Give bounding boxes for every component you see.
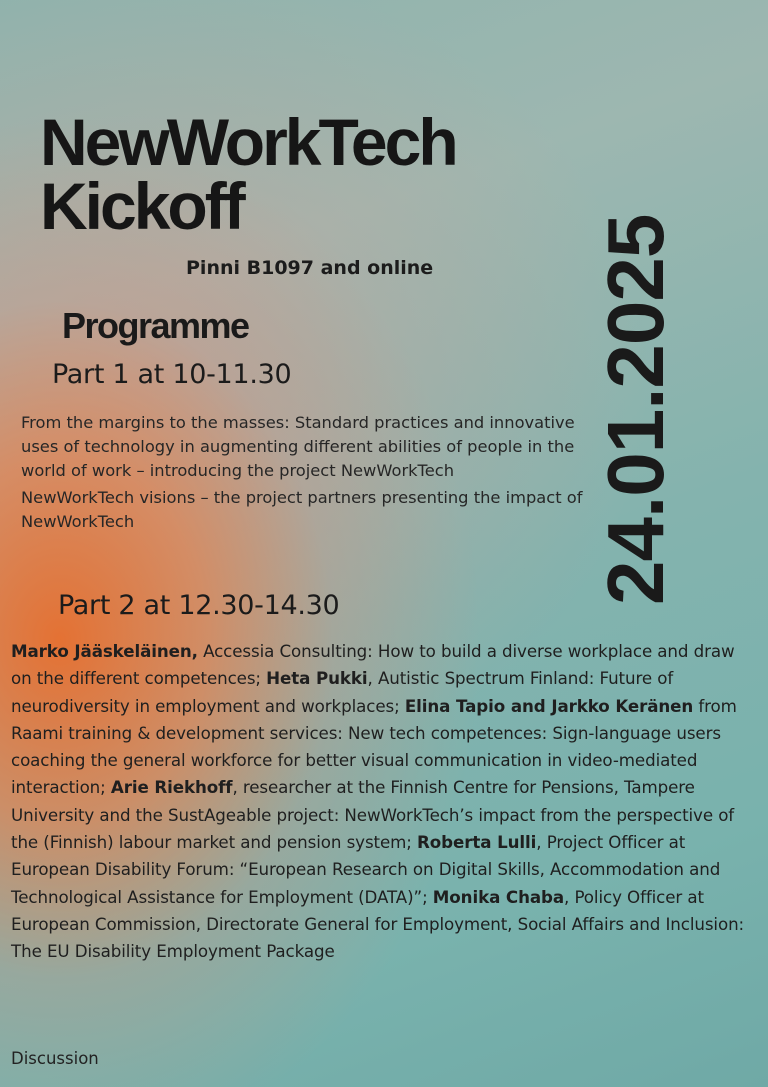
- speaker-name: Marko Jääskeläinen,: [11, 641, 198, 661]
- event-title: [40, 105, 456, 243]
- speaker-talk: from Raami training & development services: New tech competences: Sign-language users coaching the general workforce for better visual communication in video-mediated interaction;: [11, 695, 737, 798]
- part-1-items: [21, 411, 591, 537]
- event-title-line-2: Kickoff: [40, 169, 243, 243]
- part-2-heading: Part 2 at 12.30-14.30: [58, 590, 340, 621]
- event-title-line-1: NewWorkTech: [40, 105, 456, 179]
- speaker-name: Arie Riekhoff: [110, 777, 233, 798]
- speaker-name: Roberta Lulli: [417, 832, 537, 853]
- speaker-talk: Accessia Consulting: How to build a diverse workplace and draw on the different competences;: [11, 641, 735, 689]
- part-1-heading: Part 1 at 10-11.30: [52, 359, 292, 390]
- part-1-item-2: NewWorkTech visions – the project partners presenting the impact of NewWorkTech: [21, 488, 583, 531]
- speaker-name: Elina Tapio and Jarkko Keränen: [404, 695, 694, 716]
- speaker-talk: , researcher at the Finnish Centre for Pensions, Tampere University and the SustAgeable project: NewWorkTech’s impact from the perspective of the (Finnish) labour market and pension system;: [11, 777, 735, 853]
- closing-discussion: Discussion: [11, 1049, 99, 1068]
- programme-heading: Programme: [62, 305, 249, 346]
- part-2-speakers: [11, 638, 759, 966]
- speaker-talk: , Project Officer at European Disability Forum: “European Research on Digital Skills, Accommodation and Technological Assistance for Employment (DATA)”;: [11, 832, 721, 907]
- speaker-name: Heta Pukki: [266, 668, 368, 689]
- part-1-item-1: From the margins to the masses: Standard practices and innovative uses of technology in augmenting different abilities of people in the world of work – introducing the project NewWorkTech: [21, 413, 575, 480]
- event-date: 24.01.2025: [591, 214, 680, 605]
- speaker-talk: , Autistic Spectrum Finland: Future of neurodiversity in employment and workplaces;: [11, 668, 674, 716]
- speaker-name: Monika Chaba: [432, 886, 565, 907]
- event-venue: Pinni B1097 and online: [186, 257, 434, 279]
- speaker-talk: , Policy Officer at European Commission, Directorate General for Employment, Social Affairs and Inclusion: The EU Disability Employment Package: [11, 886, 745, 962]
